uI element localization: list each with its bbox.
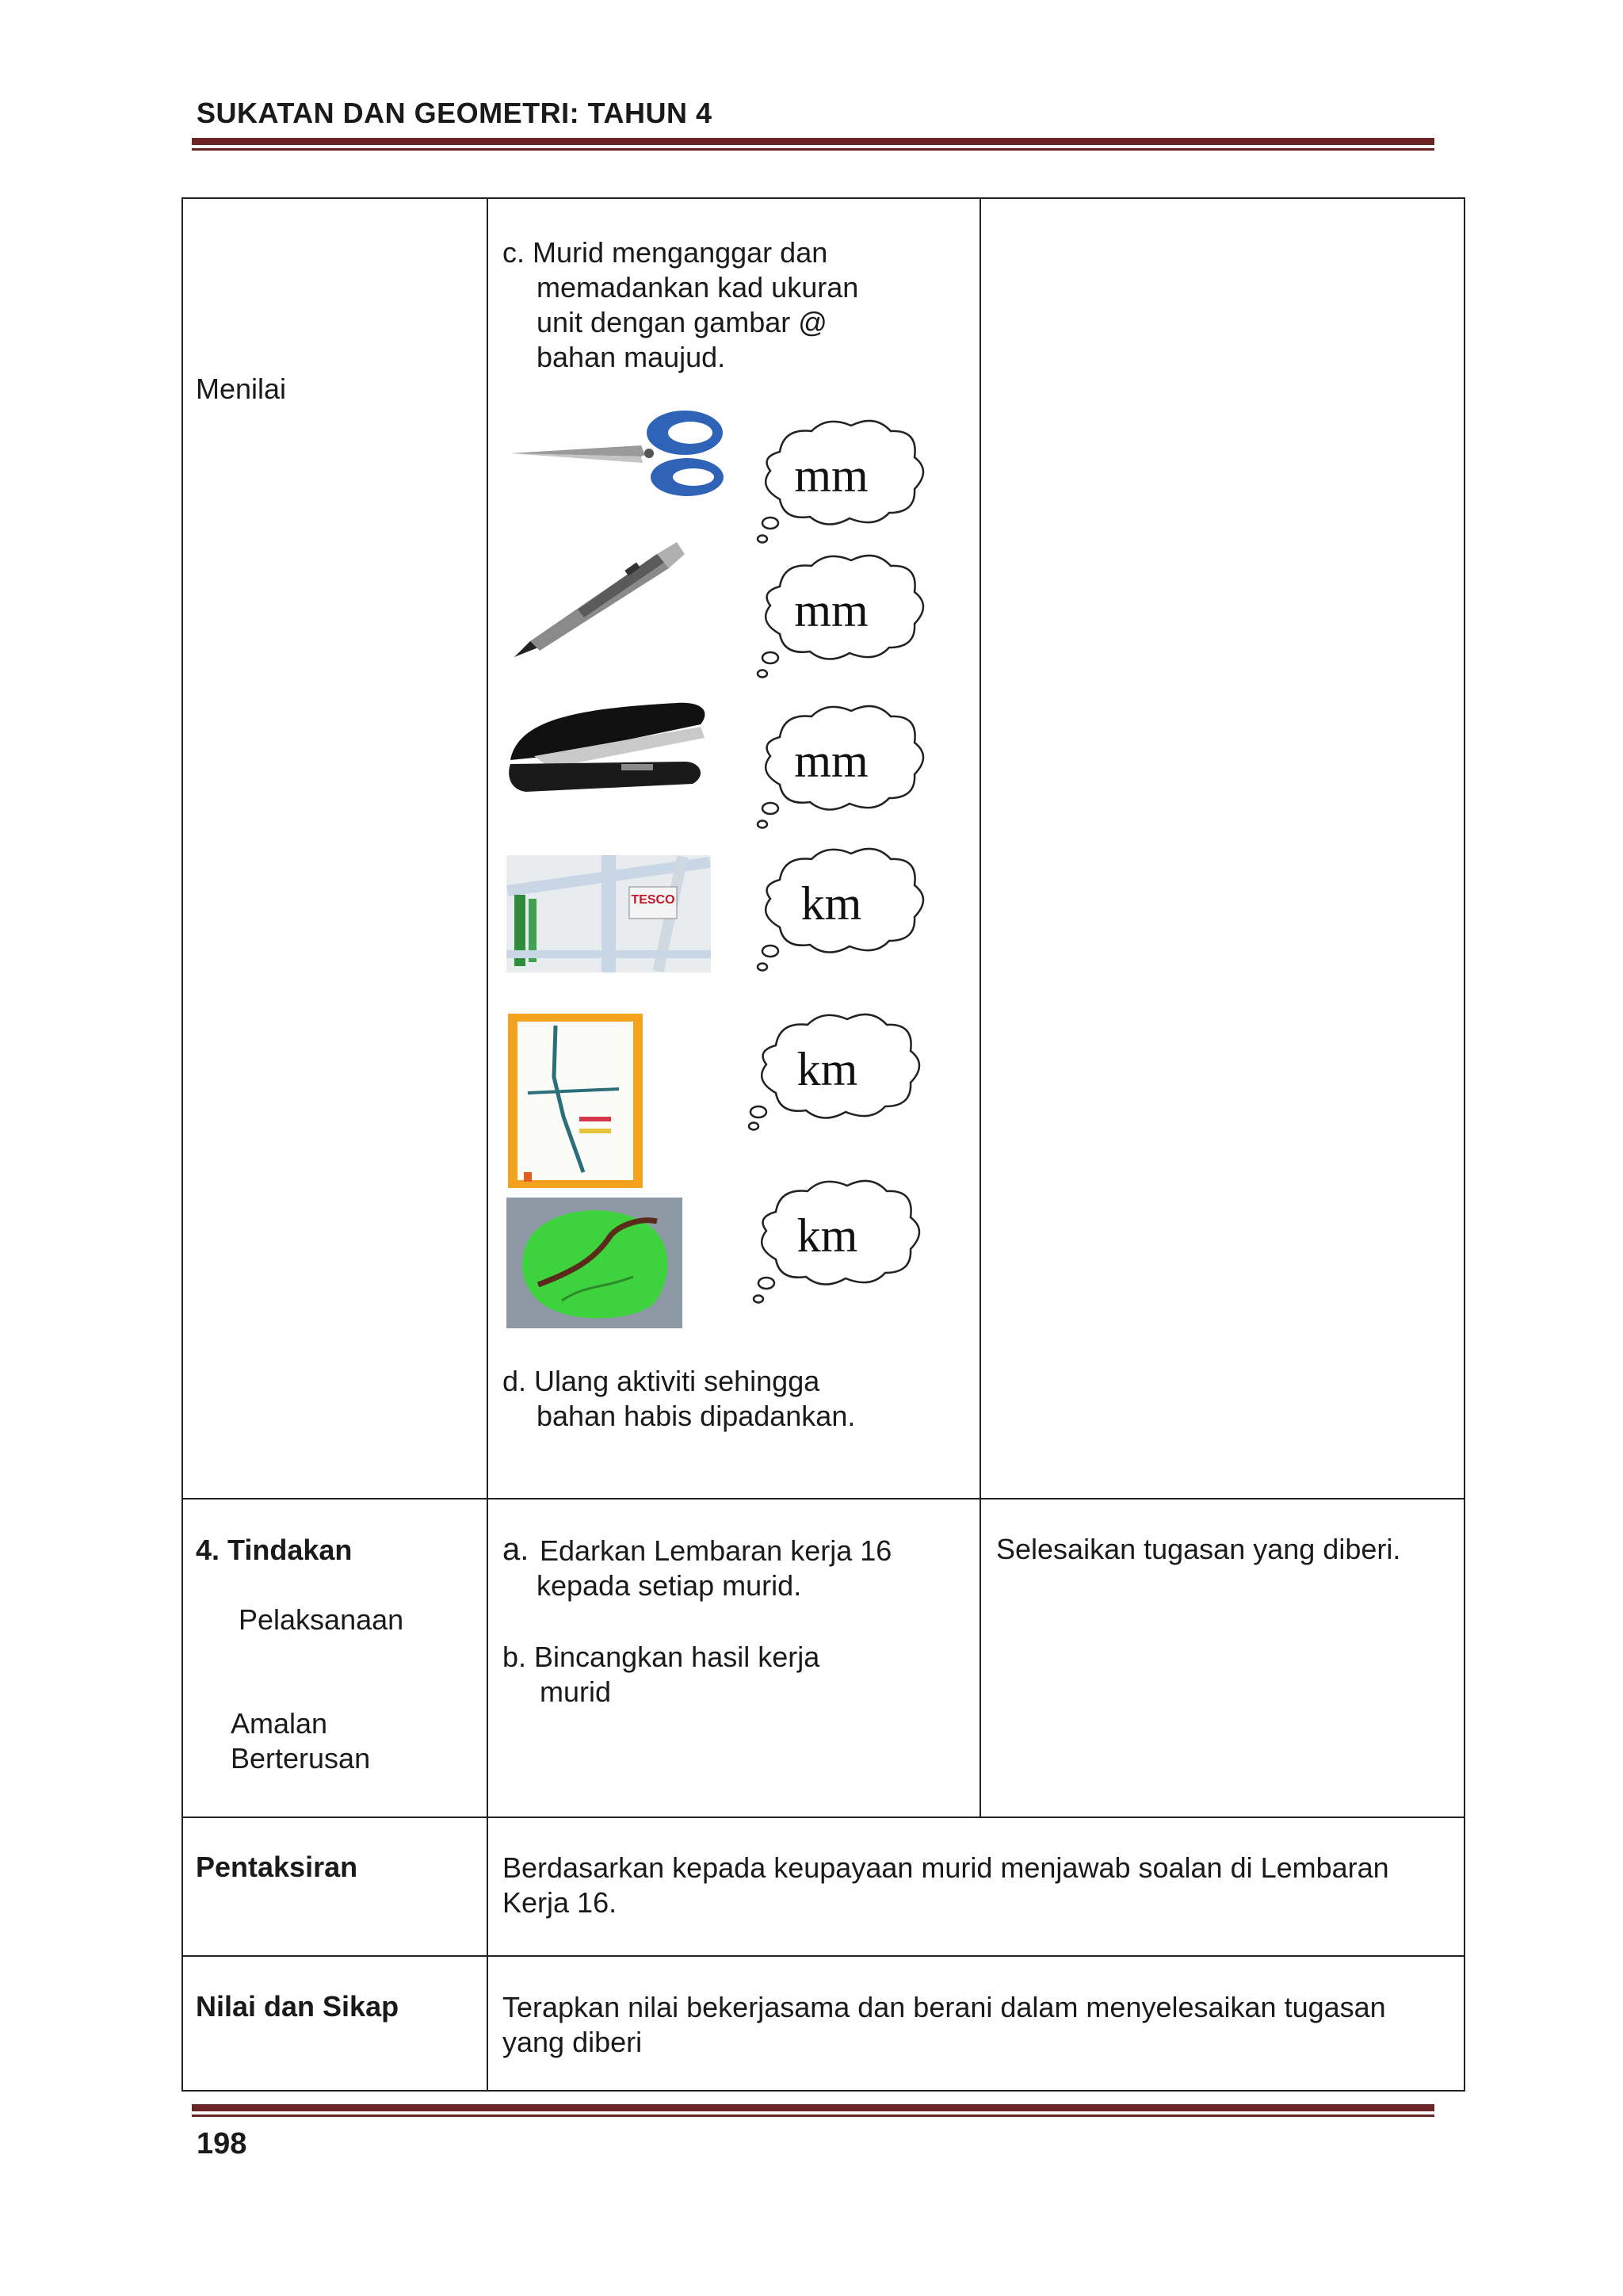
tindakan-notes: Selesaikan tugasan yang diberi. bbox=[996, 1533, 1401, 1565]
unit-label: mm bbox=[794, 449, 869, 502]
row-label-pentaksiran: Pentaksiran bbox=[196, 1851, 358, 1883]
unit-label: mm bbox=[794, 735, 869, 787]
store-map-image bbox=[506, 855, 711, 972]
footer-rule bbox=[192, 2104, 1434, 2117]
page-number: 198 bbox=[197, 2127, 247, 2160]
lesson-table: Menilai c. Murid menganggar dan memadankan kad ukuran unit dengan gambar @ bahan maujud. TESCO mm mm mm km km km d. Ulang aktiviti sehingga bahan habis dipadankan. 4. Tindakan Pelaksanaan Amalan Berterusan a. Edarkan Lembaran kerja 16 kepada setiap murid. b. Bincangkan hasil kerja murid Selesaikan tugasan yang diberi. Pentaksiran Berdasarkan kepada keupayaan murid menjawab soalan di Lembaran Kerja 16. Nilai dan Sikap Terapkan nilai bekerjasama dan berani dalam menyelesaikan tugasan yang diberi bbox=[181, 197, 1465, 2092]
unit-label: km bbox=[796, 1209, 858, 1262]
route-map-image bbox=[508, 1014, 643, 1188]
region-map-image bbox=[506, 1198, 682, 1328]
tindakan-sub-pelaksanaan: Pelaksanaan bbox=[239, 1603, 404, 1636]
page-header-title: SUKATAN DAN GEOMETRI: TAHUN 4 bbox=[197, 97, 712, 129]
header-rule bbox=[192, 138, 1434, 151]
unit-bubble-5 bbox=[744, 1007, 934, 1142]
unit-label: km bbox=[800, 877, 862, 930]
tindakan-heading: 4. Tindakan bbox=[196, 1534, 353, 1566]
unit-label: mm bbox=[794, 584, 869, 636]
unit-bubble-4 bbox=[748, 842, 938, 976]
row-label-nilai: Nilai dan Sikap bbox=[196, 1990, 399, 2023]
pen-image bbox=[498, 538, 705, 665]
stapler-image bbox=[502, 689, 716, 808]
scissors-image bbox=[506, 407, 732, 499]
unit-bubble-6 bbox=[744, 1174, 934, 1308]
store-sign-text: TESCO bbox=[631, 893, 675, 907]
unit-label: km bbox=[796, 1043, 858, 1095]
unit-bubble-2 bbox=[748, 548, 938, 683]
row-label-menilai: Menilai bbox=[196, 372, 287, 405]
unit-bubble-1 bbox=[748, 414, 938, 548]
unit-bubble-3 bbox=[748, 699, 938, 834]
